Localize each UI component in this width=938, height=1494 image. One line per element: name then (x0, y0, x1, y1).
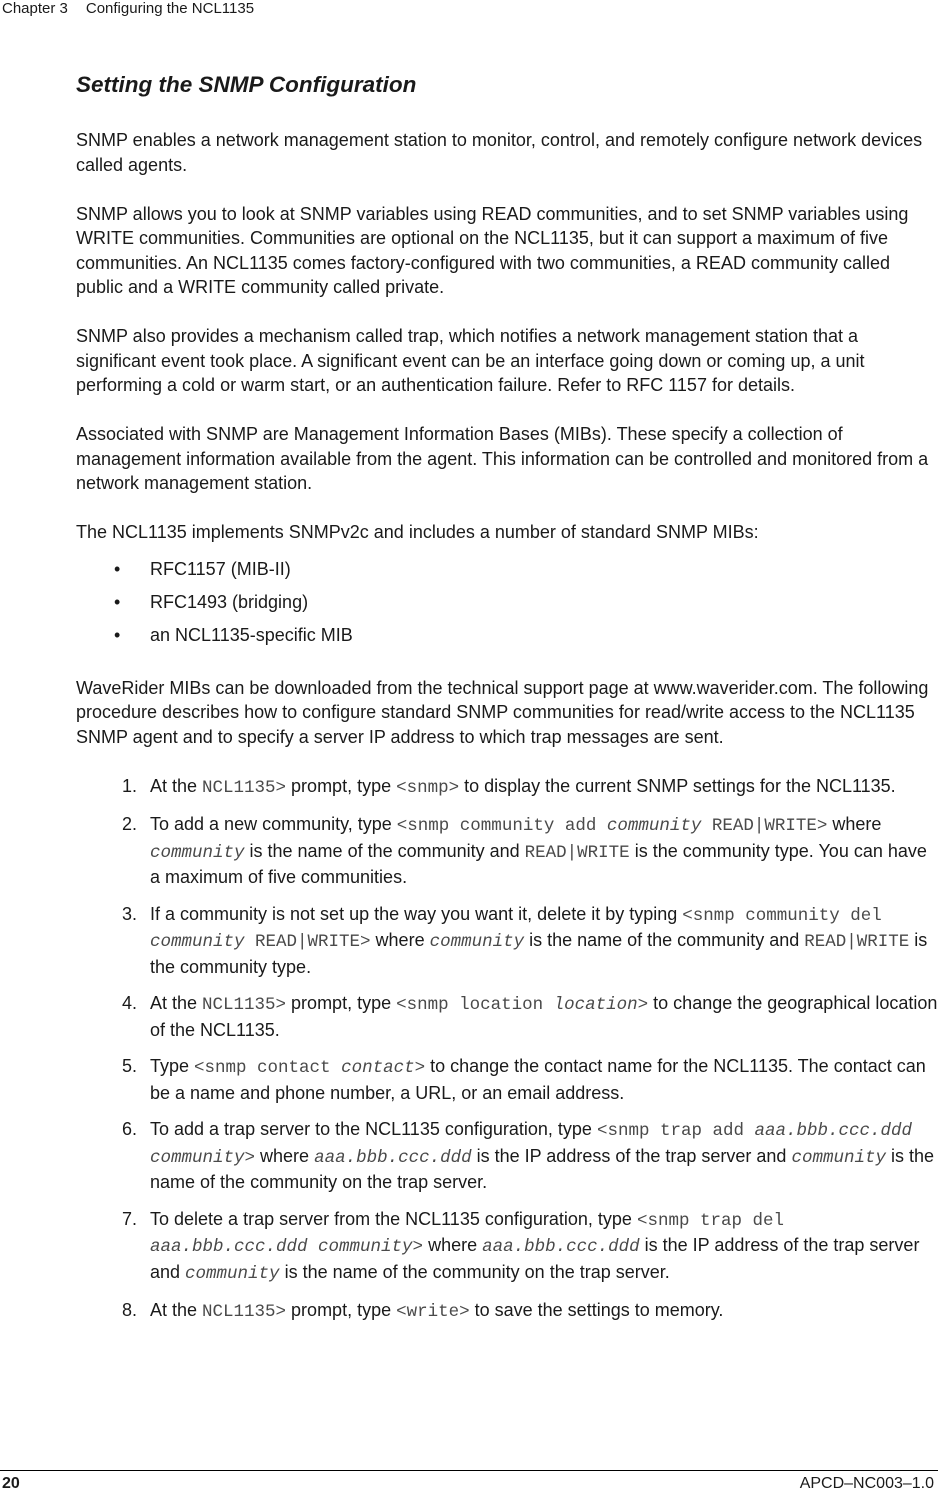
step-number: 8. (122, 1300, 138, 1320)
page-number: 20 (2, 1475, 20, 1492)
command: <snmp community add community READ|WRITE> (396, 816, 828, 836)
chapter-title: Configuring the NCL1135 (85, 0, 255, 17)
command: <snmp trap add aaa.bbb.ccc.ddd community> (150, 1121, 912, 1168)
command: <write> (396, 1302, 470, 1322)
paragraph-snmp-intro: SNMP enables a network management station to monitor, control, and remotely configure network devices called agents. (76, 130, 923, 175)
step-2: 2. To add a new community, type <snmp community add community READ|WRITE> where community is the name of the community and READ|WRITE is the community type. You can have a maximum of five communities. (122, 814, 927, 887)
procedure-steps (76, 774, 938, 1325)
list-item: • RFC1493 (bridging) (76, 586, 938, 619)
argument: community (429, 932, 525, 952)
argument: community (150, 842, 245, 863)
paragraph-traps: SNMP also provides a mechanism called trap, which notifies a network management station that a significant event took place. A significant event can be an interface going down or coming up, a unit performing a cold or warm start, or an authentication failure. Refer to RFC 1157 for details. (76, 326, 865, 395)
argument: READ|WRITE (804, 932, 910, 952)
document-id: APCD–NC003–1.0 (799, 1475, 934, 1492)
step-number: 4. (122, 993, 138, 1013)
paragraph-communities: SNMP allows you to look at SNMP variables using READ communities, and to set SNMP variables using WRITE communities. Communities are optional on the NCL1135, but it can support a maximum of five communities. An NCL1135 comes factory-configured with two communities, a READ community called public and a WRITE community called private. (76, 203, 909, 297)
step-number: 3. (122, 903, 138, 924)
argument: community (185, 1263, 280, 1284)
command: <snmp contact contact> (194, 1058, 426, 1078)
step-number: 1. (122, 775, 138, 796)
argument: READ|WRITE (524, 842, 630, 863)
argument: aaa.bbb.ccc.ddd (482, 1237, 640, 1257)
command: NCL1135> (202, 1302, 287, 1322)
command: NCL1135> (202, 995, 287, 1015)
chapter-label: Chapter 3 (2, 0, 68, 17)
step-number: 2. (122, 814, 138, 834)
list-item: • an NCL1135-specific MIB (76, 619, 938, 652)
footer-rule (0, 1470, 938, 1471)
mib-list (76, 553, 938, 652)
step-number: 6. (122, 1119, 138, 1139)
command: <snmp> (396, 777, 460, 798)
bullet-icon: • (114, 558, 121, 579)
section-title: Setting the SNMP Configuration (76, 72, 417, 97)
argument: community (791, 1147, 886, 1168)
command: NCL1135> (202, 777, 287, 798)
step-number: 7. (122, 1208, 138, 1229)
command: <snmp trap del aaa.bbb.ccc.ddd community> (150, 1210, 784, 1257)
step-6: 6. To add a trap server to the NCL1135 configuration, type <snmp trap add aaa.bbb.ccc.ddd community> where aaa.bbb.ccc.ddd is the IP address of the trap server and community is the name of the community on the trap server. (122, 1119, 934, 1192)
bullet-icon: • (114, 591, 121, 612)
list-item: • RFC1157 (MIB-II) (76, 553, 938, 586)
step-4: 4. At the NCL1135> prompt, type <snmp location location> to change the geographical location of the NCL1135. (122, 993, 938, 1040)
running-header (2, 0, 254, 18)
paragraph-mibs: Associated with SNMP are Management Information Bases (MIBs). These specify a collection of management information available from the agent. This information can be controlled and monitored from a network management station. (76, 424, 929, 493)
step-number: 5. (122, 1056, 138, 1076)
step-3: 3. If a community is not set up the way you want it, delete it by typing <snmp community del community READ|WRITE> where community is the name of the community and READ|WRITE is the community type. (122, 903, 928, 977)
command: <snmp location location> (396, 995, 649, 1015)
step-1: 1. At the NCL1135> prompt, type <snmp> to display the current SNMP settings for the NCL1135. (122, 775, 896, 798)
body-column (76, 128, 938, 1337)
step-5: 5. Type <snmp contact contact> to change the contact name for the NCL1135. The contact can be a name and phone number, a URL, or an email address. (122, 1056, 926, 1103)
step-8: 8. At the NCL1135> prompt, type <write> to save the settings to memory. (122, 1300, 724, 1322)
step-7: 7. To delete a trap server from the NCL1135 configuration, type <snmp trap del aaa.bbb.ccc.ddd community> where aaa.bbb.ccc.ddd is the IP address of the trap server and community is the name of the community on the trap server. (122, 1208, 920, 1284)
bullet-icon: • (114, 624, 121, 645)
paragraph-mib-list-intro: The NCL1135 implements SNMPv2c and includes a number of standard SNMP MIBs: (76, 522, 759, 542)
argument: aaa.bbb.ccc.ddd (314, 1147, 472, 1168)
command: <snmp community del community READ|WRITE> (150, 905, 882, 952)
paragraph-procedure-intro: WaveRider MIBs can be downloaded from the technical support page at www.waverider.com. The following procedure describes how to configure standard SNMP communities for read/write access to the NCL1135 SNMP agent and to specify a server IP address to which trap messages are sent. (76, 677, 929, 747)
